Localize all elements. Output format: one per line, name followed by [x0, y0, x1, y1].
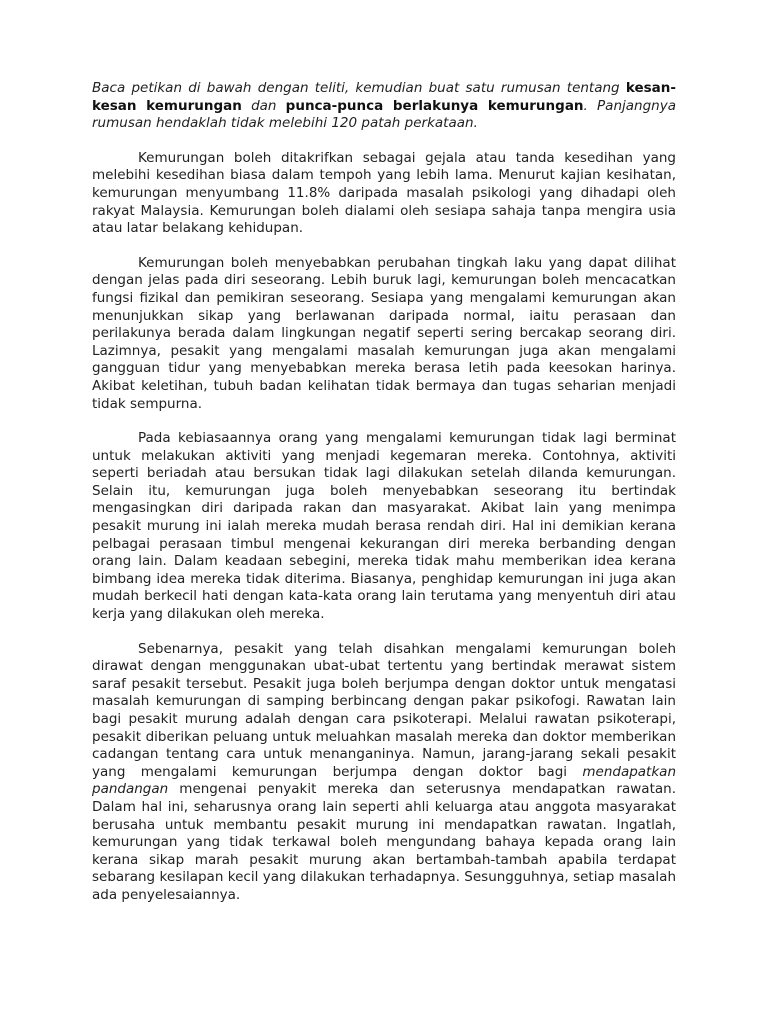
instruction-part-1: Baca petikan di bawah dengan teliti, kemudian buat satu rumusan tentang: [92, 80, 626, 96]
document-page: [92, 80, 676, 922]
instruction-part-2: dan: [241, 97, 286, 114]
paragraph-2: Kemurungan boleh menyebabkan perubahan tingkah laku yang dapat dilihat dengan jelas pada diri seseorang. Lebih buruk lagi, kemurungan boleh mencacatkan fungsi fizikal dan pemikiran seseorang. Sesiapa yang mengalami kemurungan akan menunjukkan sikap yang berlawanan daripada normal, iaitu perasaan dan perilakunya berada dalam lingkungan negatif seperti sering bercakap seorang diri. Lazimnya, pesakit yang mengalami masalah kemurungan juga akan mengalami gangguan tidur yang menyebabkan mereka berasa letih pada keesokan harinya. Akibat keletihan, tubuh badan kelihatan tidak bermaya dan tugas seharian menjadi tidak sempurna.: [92, 254, 676, 412]
instruction-text: [92, 80, 676, 133]
instruction-bold-effects: kesan-kesan kemurungan: [92, 80, 676, 114]
instruction-part-3: . Panjangnya rumusan hendaklah tidak melebihi 120 patah perkataan.: [92, 97, 676, 132]
paragraph-4-italic: mendapatkan pandangan: [92, 763, 676, 798]
instruction-bold-causes: punca-punca berlakunya kemurungan: [285, 97, 584, 114]
paragraph-4-part-1: Sebenarnya, pesakit yang telah disahkan mengalami kemurungan boleh dirawat dengan menggunakan ubat-ubat tertentu yang bertindak merawat sistem saraf pesakit tersebut. Pesakit juga boleh berjumpa dengan doktor untuk mengatasi masalah kemurungan di samping berbincang dengan pakar psikofogi. Rawatan lain bagi pesakit murung adalah dengan cara psikoterapi. Melalui rawatan psikoterapi, pesakit diberikan peluang untuk meluahkan masalah mereka dan doktor memberikan cadangan tentang cara untuk menanganinya. Namun, jarang-jarang sekali pesakit yang mengalami kemurungan berjumpa dengan doktor bagi: [92, 640, 676, 780]
paragraph-3: Pada kebiasaannya orang yang mengalami kemurungan tidak lagi berminat untuk melakukan aktiviti yang menjadi kegemaran mereka. Contohnya, aktiviti seperti beriadah atau bersukan tidak lagi dilakukan setelah dilanda kemurungan. Selain itu, kemurungan juga boleh menyebabkan seseorang itu bertindak mengasingkan diri daripada rakan dan masyarakat. Akibat lain yang menimpa pesakit murung ini ialah mereka mudah berasa rendah diri. Hal ini demikian kerana pelbagai perasaan timbul mengenai kekurangan diri mereka berbanding dengan orang lain. Dalam keadaan sebegini, mereka tidak mahu memberikan idea kerana bimbang idea mereka tidak diterima. Biasanya, penghidap kemurungan ini juga akan mudah berkecil hati dengan kata-kata orang lain terutama yang menyentuh diri atau kerja yang dilakukan oleh mereka.: [92, 430, 676, 623]
paragraph-1: Kemurungan boleh ditakrifkan sebagai gejala atau tanda kesedihan yang melebihi kesedihan biasa dalam tempoh yang lebih lama. Menurut kajian kesihatan, kemurungan menyumbang 11.8% daripada masalah psikologi yang dihadapi oleh rakyat Malaysia. Kemurungan boleh dialami oleh sesiapa sahaja tanpa mengira usia atau latar belakang kehidupan.: [92, 149, 676, 237]
paragraph-4: [92, 641, 676, 905]
paragraph-4-part-2: mengenai penyakit mereka dan seterusnya mendapatkan rawatan. Dalam hal ini, seharusnya orang lain seperti ahli keluarga atau anggota masyarakat berusaha untuk membantu pesakit murung ini mendapatkan rawatan. Ingatlah, kemurungan yang tidak terkawal boleh mengundang bahaya kepada orang lain kerana sikap marah pesakit murung akan bertambah-tambah apabila terdapat sebarang kesilapan kecil yang dilakukan terhadapnya. Sesungguhnya, setiap masalah ada penyelesaiannya.: [92, 781, 676, 903]
